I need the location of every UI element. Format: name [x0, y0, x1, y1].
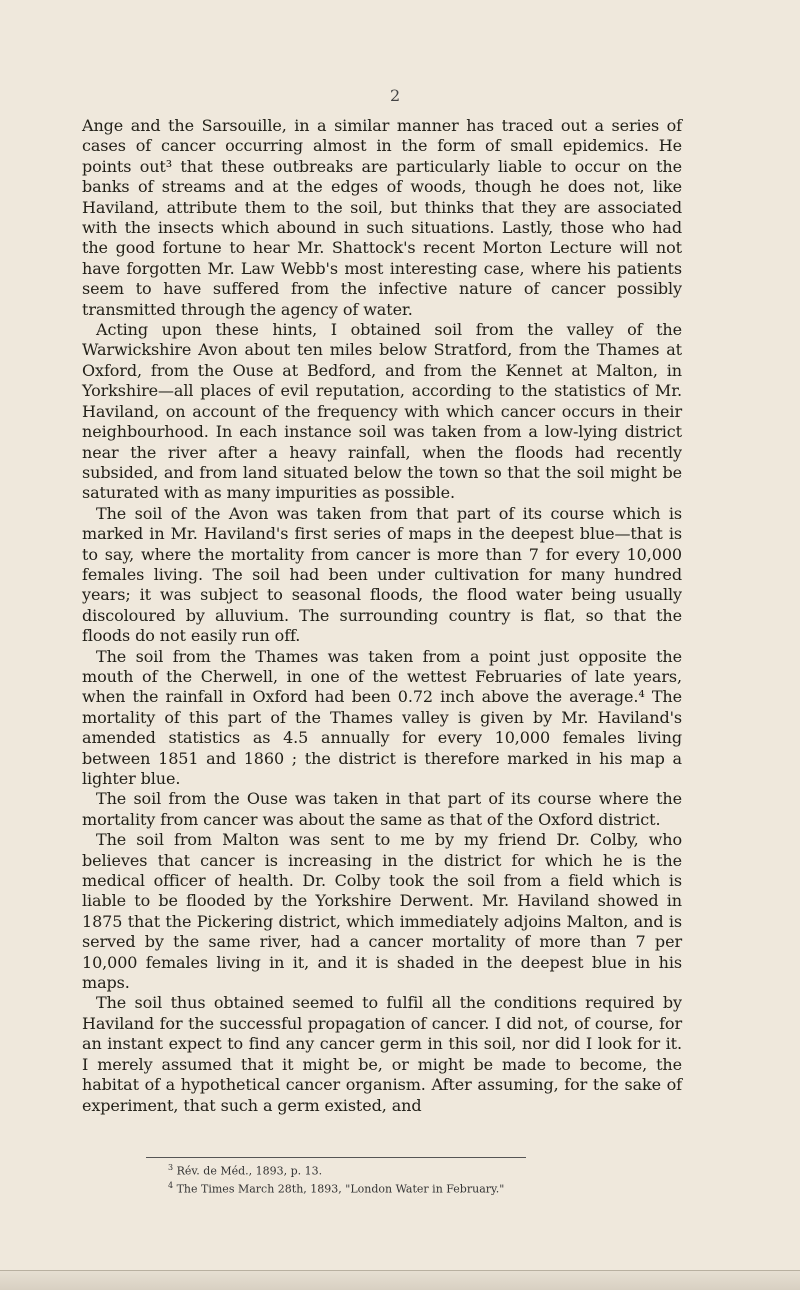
footnote-mark: 4 [168, 1180, 174, 1190]
footnote-text: Rév. de Méd., 1893, p. 13. [176, 1164, 323, 1178]
paragraph: The soil from the Ouse was taken in that part of its course where the mortality from cancer was about the same as that of the Oxford district. [82, 789, 682, 829]
body-text [82, 116, 682, 1116]
footnote-text: The Times March 28th, 1893, "London Water in February." [176, 1182, 505, 1196]
footnote-mark: 3 [168, 1163, 174, 1172]
footnote-rule [146, 1157, 526, 1158]
footnote [82, 1179, 682, 1197]
footnotes [82, 1161, 682, 1196]
paragraph: The soil from Malton was sent to me by my friend Dr. Colby, who believes that cancer is increasing in the district for which he is the medical officer of health. Dr. Colby took the soil from a field which is liable to be flooded by the Yorkshire Derwent. Mr. Haviland showed in 1875 that the Pickering district, which immediately adjoins Malton, and is served by the same river, had a cancer mortality of more than 7 per 10,000 females living in it, and it is shaded in the deepest blue in his maps. [82, 830, 682, 993]
paragraph: The soil thus obtained seemed to fulfil all the conditions required by Haviland for the successful propagation of cancer. I did not, of course, for an instant expect to find any cancer germ in this soil, nor did I look for it. I merely assumed that it might be, or might be made to become, the habitat of a hypothetical cancer organism. After assuming, for the sake of experiment, that such a germ existed, and [82, 993, 682, 1115]
paragraph: Acting upon these hints, I obtained soil from the valley of the Warwickshire Avon about ten miles below Stratford, from the Thames at Oxford, from the Ouse at Bedford, and from the Kennet at Malton, in Yorkshire—all places of evil reputation, according to the statistics of Mr. Haviland, on account of the frequency with which cancer occurs in their neighbourhood. In each instance soil was taken from a low-lying district near the river after a heavy rainfall, when the floods had recently subsided, and from land situated below the town so that the soil might be saturated with as many impurities as possible. [82, 320, 682, 503]
page-edge [0, 1270, 800, 1290]
paragraph: The soil from the Thames was taken from a point just opposite the mouth of the Cherwell, in one of the wettest Februaries of late years, when the rainfall in Oxford had been 0.72 inch above the average.⁴ The mortality of this part of the Thames valley is given by Mr. Haviland's amended statistics as 4.5 annually for every 10,000 females living between 1851 and 1860 ; the district is therefore marked in his map a lighter blue. [82, 646, 682, 788]
footnote [82, 1161, 682, 1179]
page-number: 2 [390, 86, 401, 105]
paragraph: Ange and the Sarsouille, in a similar manner has traced out a series of cases of cancer occurring almost in the form of small epidemics. He points out³ that these outbreaks are particularly liable to occur on the banks of streams and at the edges of woods, though he does not, like Haviland, attribute them to the soil, but thinks that they are associated with the insects which abound in such situations. Lastly, those who had the good fortune to hear Mr. Shattock's recent Morton Lecture will not have forgotten Mr. Law Webb's most interesting case, where his patients seem to have suffered from the infective nature of cancer possibly transmitted through the agency of water. [82, 116, 682, 319]
paragraph: The soil of the Avon was taken from that part of its course which is marked in Mr. Haviland's first series of maps in the deepest blue—that is to say, where the mortality from cancer is more than 7 for every 10,000 females living. The soil had been under cultivation for many hundred years; it was subject to seasonal floods, the flood water being usually discoloured by alluvium. The surrounding country is flat, so that the floods do not easily run off. [82, 503, 682, 646]
